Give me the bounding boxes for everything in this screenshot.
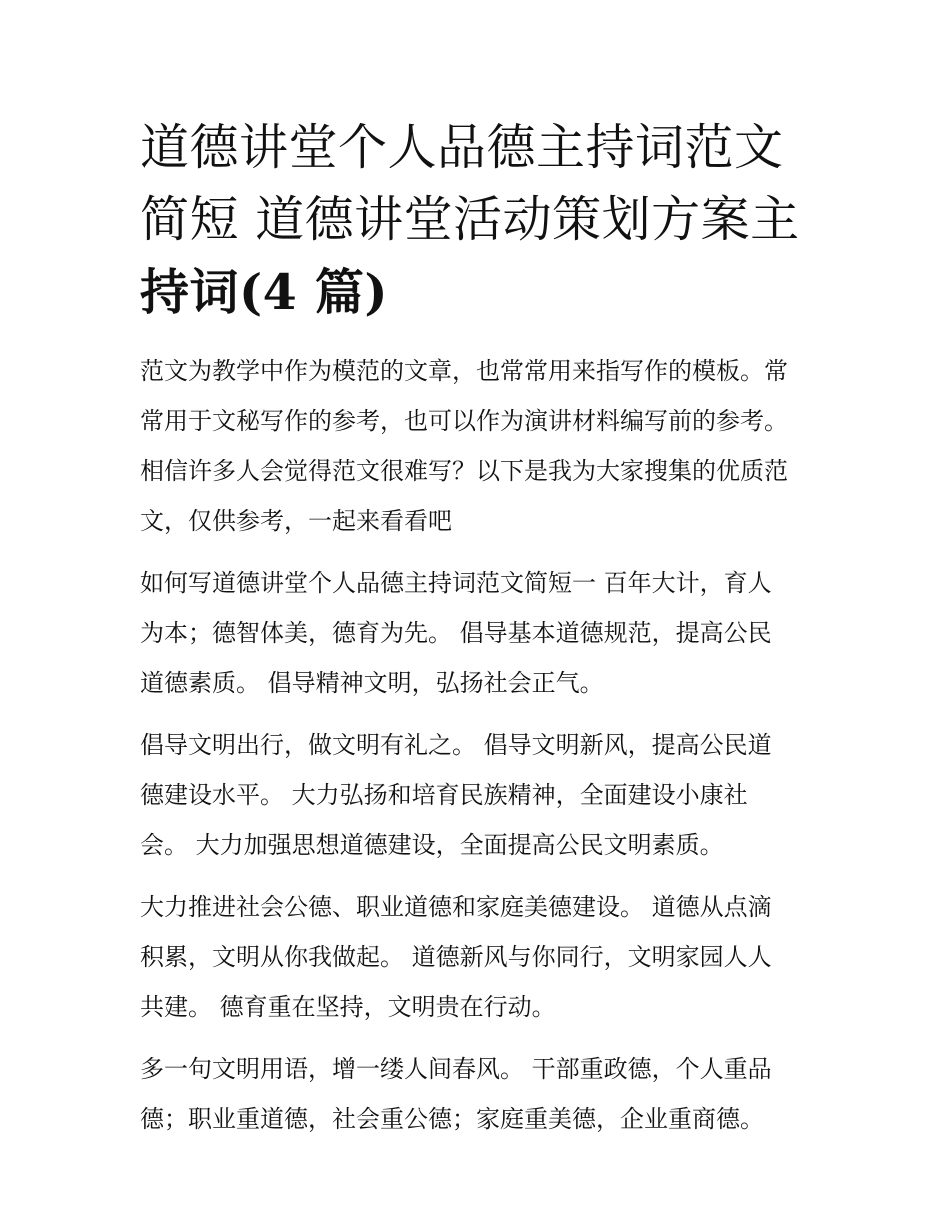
paragraph-line: 积累，文明从你我做起。 道德新风与你同行，文明家园人人 [140,943,772,971]
paragraph-line: 文，仅供参考，一起来看看吧 [140,507,452,535]
paragraph-line: 大力推进社会公德、职业道德和家庭美德建设。 道德从点滴 [140,893,772,921]
paragraph-line: 德建设水平。 大力弘扬和培育民族精神，全面建设小康社 [140,781,748,809]
title-line-2: 简短 道德讲堂活动策划方案主 [140,191,800,248]
paragraph-line: 道德素质。 倡导精神文明，弘扬社会正气。 [140,669,604,697]
paragraph-4 [140,882,820,1032]
paragraph-line: 会。 大力加强思想道德建设，全面提高公民文明素质。 [140,831,724,859]
paragraph-line: 德；职业重道德，社会重公德；家庭重美德，企业重商德。 [140,1105,764,1133]
paragraph-2 [140,558,820,708]
document-title [140,112,820,328]
paragraph-intro [140,346,820,546]
paragraph-line: 为本；德智体美，德育为先。 倡导基本道德规范，提高公民 [140,619,772,647]
title-line-3: 持词(4 篇) [140,263,389,321]
paragraph-line: 共建。 德育重在坚持，文明贵在行动。 [140,993,556,1021]
paragraph-3 [140,720,820,870]
paragraph-line: 如何写道德讲堂个人品德主持词范文简短一 百年大计，育人 [140,569,772,597]
paragraph-line: 相信许多人会觉得范文很难写？以下是我为大家搜集的优质范 [140,457,788,485]
paragraph-line: 倡导文明出行，做文明有礼之。 倡导文明新风，提高公民道 [140,731,772,759]
paragraph-5 [140,1044,820,1144]
paragraph-line: 范文为教学中作为模范的文章，也常常用来指写作的模板。常 [140,357,788,385]
title-line-1: 道德讲堂个人品德主持词范文 [140,119,784,176]
paragraph-line: 多一句文明用语，增一缕人间春风。 干部重政德，个人重品 [140,1055,772,1083]
document-page [140,112,820,1144]
paragraph-line: 常用于文秘写作的参考，也可以作为演讲材料编写前的参考。 [140,407,788,435]
